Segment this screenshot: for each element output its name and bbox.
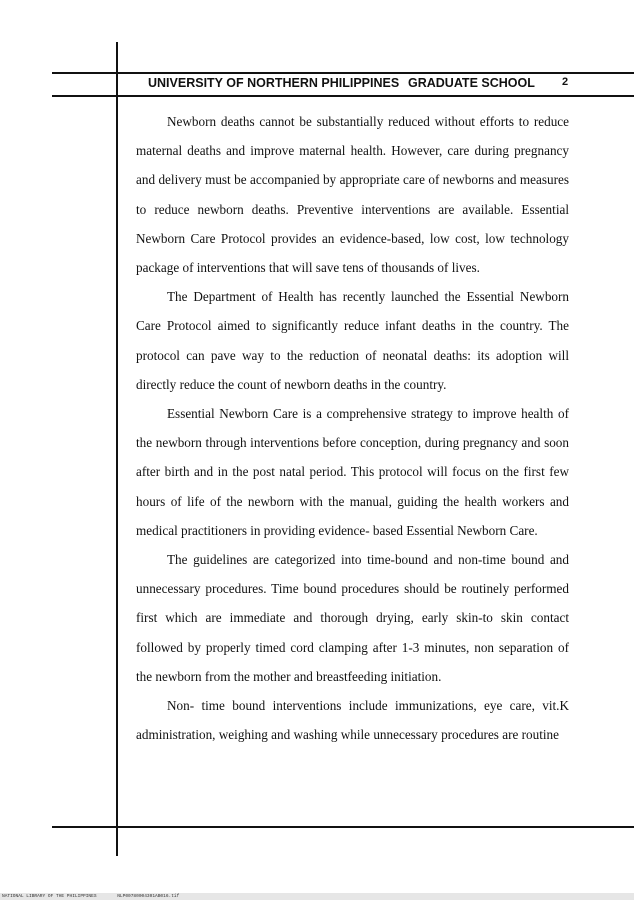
file-code: NLP00780004301AB016.tif bbox=[117, 894, 180, 899]
paragraph: Newborn deaths cannot be substantially reduced without efforts to reduce maternal deaths and improve maternal health. However, care during pregnancy and delivery must be accompanied by appropriate care of newborns and measures to reduce newborn deaths. Preventive interventions are available. Essential Newborn Care Protocol provides an evidence-based, low cost, low technology package of interventions that will save tens of thousands of lives. bbox=[136, 114, 569, 276]
page-number: 2 bbox=[562, 76, 569, 88]
footer-rule bbox=[52, 826, 634, 828]
school-name: GRADUATE SCHOOL bbox=[408, 76, 535, 90]
scan-footer-text bbox=[2, 893, 197, 900]
header-top-rule bbox=[52, 72, 634, 74]
paragraph: Essential Newborn Care is a comprehensive strategy to improve health of the newborn through interventions before conception, during pregnancy and soon after birth and in the post natal period. This protocol will focus on the first few hours of life of the newborn with the manual, guiding the health workers and medical practitioners in providing evidence- based Essential Newborn Care. bbox=[136, 406, 569, 538]
header-bottom-rule bbox=[52, 95, 634, 97]
left-margin-rule bbox=[116, 42, 118, 856]
paragraph: Non- time bound interventions include immunizations, eye care, vit.K administration, weighing and washing while unnecessary procedures are routine bbox=[136, 698, 569, 743]
library-label: NATIONAL LIBRARY OF THE PHILIPPINES bbox=[2, 894, 97, 899]
university-name: UNIVERSITY OF NORTHERN PHILIPPINES bbox=[148, 76, 400, 90]
paragraph: The Department of Health has recently launched the Essential Newborn Care Protocol aimed to significantly reduce infant deaths in the country. The protocol can pave way to the reduction of neonatal deaths: its adoption will directly reduce the count of newborn deaths in the country. bbox=[136, 289, 569, 392]
page-header bbox=[0, 76, 634, 94]
document-body bbox=[136, 107, 569, 749]
paragraph: The guidelines are categorized into time-bound and non-time bound and unnecessary procedures. Time bound procedures should be routinely performed first which are immediate and thorough drying, early skin-to skin contact followed by properly timed cord clamping after 1-3 minutes, non separation of the newborn from the mother and breastfeeding initiation. bbox=[136, 552, 569, 684]
